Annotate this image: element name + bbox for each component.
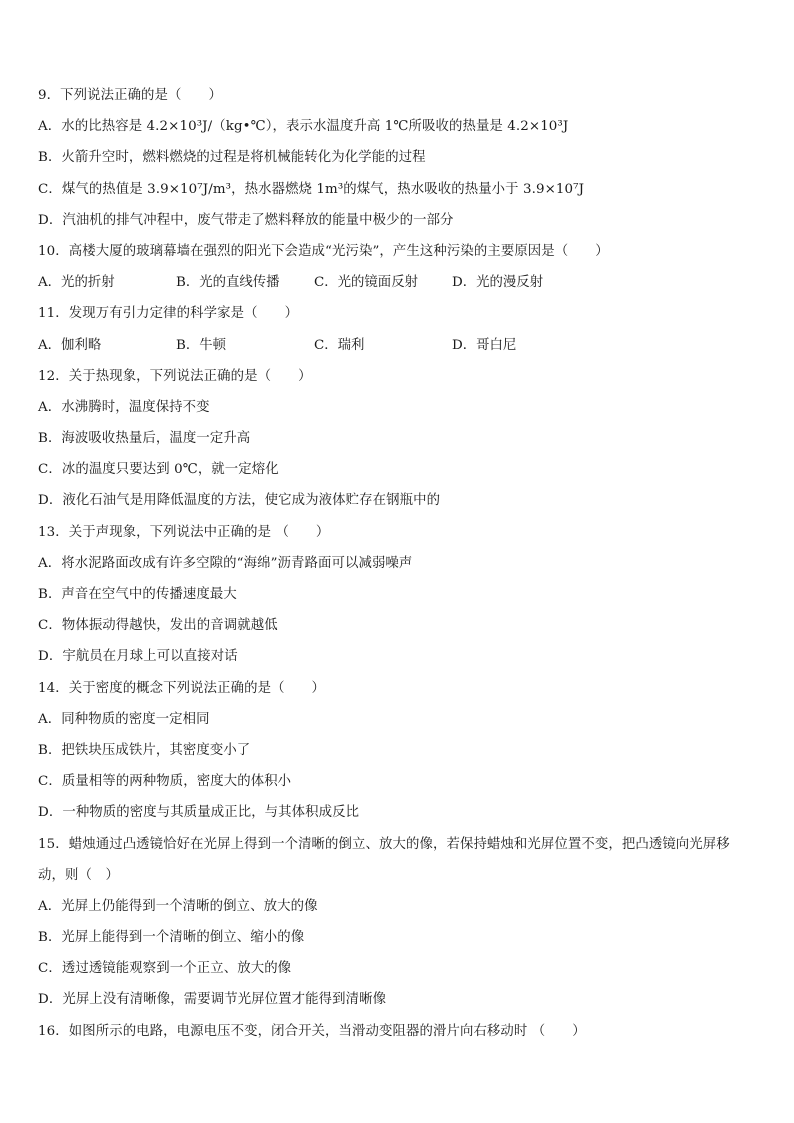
- option-b: B．牛顿: [176, 337, 227, 353]
- question-stem: 14．关于密度的概念下列说法正确的是（ ）: [38, 680, 326, 696]
- option-c: C．光的镜面反射: [314, 275, 418, 291]
- option-d: D．光屏上没有清晰像，需要调节光屏位置才能得到清晰像: [38, 992, 387, 1008]
- option-b: B．火箭升空时，燃料燃烧的过程是将机械能转化为化学能的过程: [38, 150, 426, 166]
- question-stem: 16．如图所示的电路，电源电压不变，闭合开关，当滑动变阻器的滑片向右移动时 （ ）: [38, 1023, 586, 1039]
- question-13: [38, 517, 778, 673]
- options-row: [38, 267, 778, 298]
- question-9: [38, 80, 778, 236]
- option-c: C．透过透镜能观察到一个正立、放大的像: [38, 961, 292, 977]
- question-stem-line-2: 动，则（ ）: [38, 867, 119, 883]
- option-a: A．同种物质的密度一定相同: [38, 711, 210, 727]
- question-16: [38, 1016, 778, 1047]
- option-c: C．物体振动得越快，发出的音调就越低: [38, 618, 278, 634]
- question-12: [38, 361, 778, 517]
- option-d: D．一种物质的密度与其质量成正比，与其体积成反比: [38, 805, 360, 821]
- option-a: A．光的折射: [38, 275, 115, 291]
- question-stem: 10．高楼大厦的玻璃幕墙在强烈的阳光下会造成“光污染”，产生这种污染的主要原因是（ ）: [38, 243, 609, 259]
- option-c: C．质量相等的两种物质，密度大的体积小: [38, 774, 292, 790]
- option-b: B．光屏上能得到一个清晰的倒立、缩小的像: [38, 930, 305, 946]
- question-10: [38, 236, 778, 298]
- option-a: A．水的比热容是 4.2×10³J/（kg•℃），表示水温度升高 1℃所吸收的热量是 4.2×10³J: [38, 119, 569, 135]
- option-a: A．将水泥路面改成有许多空隙的“海绵”沥青路面可以减弱噪声: [38, 555, 413, 571]
- question-14: [38, 673, 778, 829]
- option-d: D．宇航员在月球上可以直接对话: [38, 649, 238, 665]
- question-stem: 9．下列说法正确的是（ ）: [38, 88, 222, 103]
- option-b: B．声音在空气中的传播速度最大: [38, 587, 237, 602]
- option-c: C．冰的温度只要达到 0℃，就一定熔化: [38, 462, 279, 478]
- option-c: C．瑞利: [314, 337, 365, 353]
- option-d: D．汽油机的排气冲程中，废气带走了燃料释放的能量中极少的一部分: [38, 212, 454, 228]
- question-11: [38, 298, 778, 360]
- option-b: B．光的直线传播: [176, 275, 280, 291]
- options-row: [38, 330, 778, 361]
- option-b: B．海波吸收热量后，温度一定升高: [38, 431, 251, 447]
- question-15: [38, 829, 778, 1016]
- question-stem: 12．关于热现象，下列说法正确的是（ ）: [38, 368, 312, 384]
- option-a: A．伽利略: [38, 337, 102, 353]
- exam-document: [38, 80, 778, 1047]
- question-stem-line-1: 15．蜡烛通过凸透镜恰好在光屏上得到一个清晰的倒立、放大的像，若保持蜡烛和光屏位置不变，把凸透镜向光屏移: [38, 836, 730, 852]
- question-stem: 13．关于声现象，下列说法中正确的是 （ ）: [38, 524, 330, 540]
- option-b: B．把铁块压成铁片，其密度变小了: [38, 742, 251, 758]
- option-d: D．光的漫反射: [452, 275, 544, 291]
- option-a: A．光屏上仍能得到一个清晰的倒立、放大的像: [38, 898, 318, 914]
- option-a: A．水沸腾时，温度保持不变: [38, 399, 210, 415]
- option-c: C．煤气的热值是 3.9×10⁷J/m³，热水器燃烧 1m³的煤气，热水吸收的热量小于 3.9×10⁷J: [38, 181, 585, 197]
- option-d: D．哥白尼: [452, 337, 517, 353]
- option-d: D．液化石油气是用降低温度的方法，使它成为液体贮存在钢瓶中的: [38, 493, 441, 509]
- question-stem: 11．发现万有引力定律的科学家是（ ）: [38, 306, 299, 322]
